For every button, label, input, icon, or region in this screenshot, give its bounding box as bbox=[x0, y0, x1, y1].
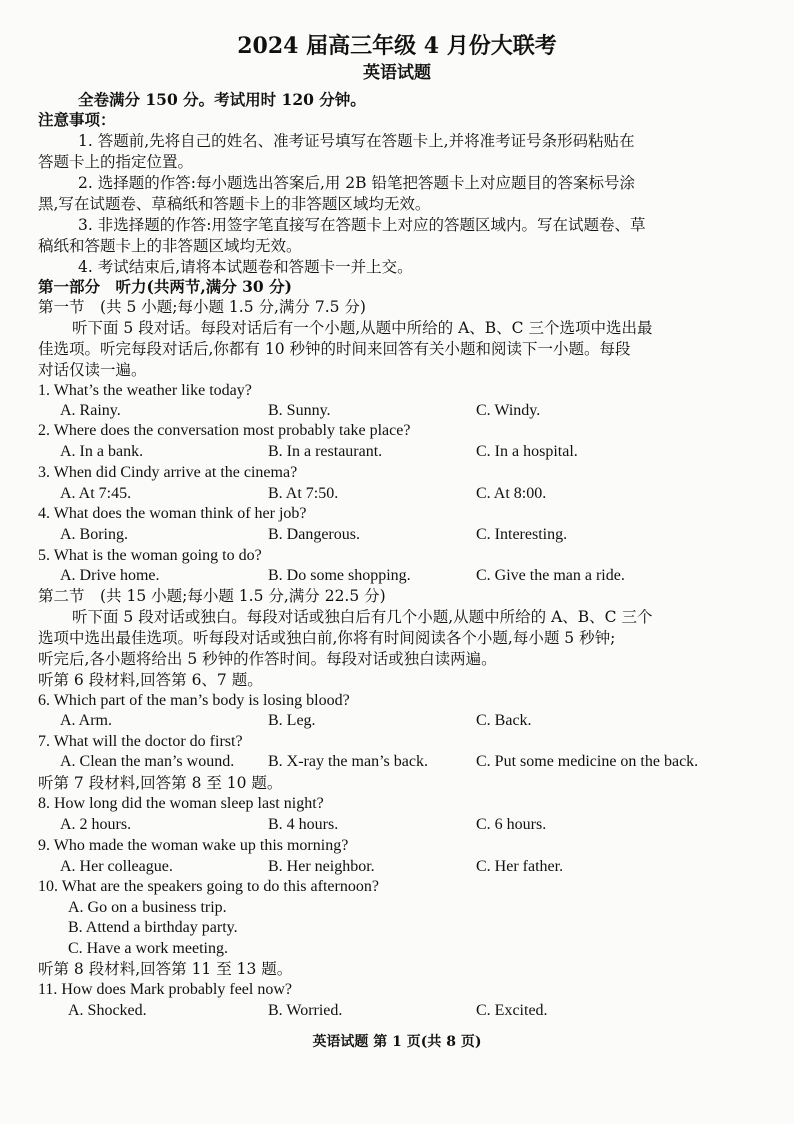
option-b: B. Her neighbor. bbox=[268, 858, 375, 875]
material-heading: 听第 8 段材料,回答第 11 至 13 题。 bbox=[38, 960, 293, 978]
question-text: 3. When did Cindy arrive at the cinema? bbox=[38, 464, 298, 481]
option-a: A. Clean the man’s wound. bbox=[60, 753, 235, 770]
option-c: C. Give the man a ride. bbox=[476, 567, 625, 584]
question-text: 5. What is the woman going to do? bbox=[38, 547, 262, 564]
question-text: 7. What will the doctor do first? bbox=[38, 733, 243, 750]
note-line: 4. 考试结束后,请将本试题卷和答题卡一并上交。 bbox=[78, 258, 413, 276]
question-text: 10. What are the speakers going to do this afternoon? bbox=[38, 878, 379, 895]
option-c: C. Her father. bbox=[476, 858, 564, 875]
option-c: C. In a hospital. bbox=[476, 443, 578, 460]
option-c: C. Put some medicine on the back. bbox=[476, 753, 699, 770]
note-line: 2. 选择题的作答:每小题选出答案后,用 2B 铅笔把答题卡上对应题目的答案标号涂 bbox=[78, 174, 635, 192]
question-text: 11. How does Mark probably feel now? bbox=[38, 981, 293, 998]
note-line: 黑,写在试题卷、草稿纸和答题卡上的非答题区域均无效。 bbox=[38, 195, 431, 213]
option-a: A. Rainy. bbox=[60, 402, 121, 419]
material-heading: 听第 7 段材料,回答第 8 至 10 题。 bbox=[38, 774, 283, 792]
page-subtitle: 英语试题 bbox=[363, 63, 431, 83]
section2-heading: 第二节 (共 15 小题;每小题 1.5 分,满分 22.5 分) bbox=[38, 587, 386, 605]
option-a: A. 2 hours. bbox=[60, 816, 132, 833]
question-text: 8. How long did the woman sleep last night? bbox=[38, 795, 324, 812]
section2-instruction: 听下面 5 段对话或独白。每段对话或独白后有几个小题,从题中所给的 A、B、C 三个 bbox=[72, 608, 653, 626]
option-a: A. In a bank. bbox=[60, 443, 144, 460]
page-footer: 英语试题 第 1 页(共 8 页) bbox=[312, 1034, 482, 1050]
note-line: 答题卡上的指定位置。 bbox=[38, 153, 194, 171]
option-b: B. In a restaurant. bbox=[268, 443, 383, 460]
option-b: B. Attend a birthday party. bbox=[68, 919, 238, 936]
option-b: B. X-ray the man’s back. bbox=[268, 753, 428, 770]
option-b: B. At 7:50. bbox=[268, 485, 339, 502]
question-text: 4. What does the woman think of her job? bbox=[38, 505, 307, 522]
option-b: B. Sunny. bbox=[268, 402, 331, 419]
note-line: 1. 答题前,先将自己的姓名、准考证号填写在答题卡上,并将准考证号条形码粘贴在 bbox=[78, 132, 635, 150]
option-c: C. Windy. bbox=[476, 402, 541, 419]
option-a: A. Boring. bbox=[60, 526, 128, 543]
question-text: 9. Who made the woman wake up this morning? bbox=[38, 837, 349, 854]
option-a: A. At 7:45. bbox=[60, 485, 132, 502]
option-a: A. Drive home. bbox=[60, 567, 160, 584]
section2-instruction: 选项中选出最佳选项。听每段对话或独白前,你将有时间阅读各个小题,每小题 5 秒钟; bbox=[38, 629, 616, 647]
option-c: C. 6 hours. bbox=[476, 816, 547, 833]
section1-heading: 第一节 (共 5 小题;每小题 1.5 分,满分 7.5 分) bbox=[38, 298, 366, 316]
question-text: 1. What’s the weather like today? bbox=[38, 382, 252, 399]
score-line: 全卷满分 150 分。考试用时 120 分钟。 bbox=[78, 90, 366, 109]
section1-instruction: 听下面 5 段对话。每段对话后有一个小题,从题中所给的 A、B、C 三个选项中选出最 bbox=[72, 319, 653, 337]
option-b: B. Dangerous. bbox=[268, 526, 360, 543]
note-line: 3. 非选择题的作答:用签字笔直接写在答题卡上对应的答题区域内。写在试题卷、草 bbox=[78, 216, 646, 234]
section1-instruction: 佳选项。听完每段对话后,你都有 10 秒钟的时间来回答有关小题和阅读下一小题。每段 bbox=[38, 340, 631, 358]
option-a: A. Go on a business trip. bbox=[68, 899, 227, 916]
notes-heading: 注意事项： bbox=[38, 110, 116, 129]
material-heading: 听第 6 段材料,回答第 6、7 题。 bbox=[38, 671, 263, 689]
option-b: B. Leg. bbox=[268, 712, 316, 729]
section1-instruction: 对话仅读一遍。 bbox=[38, 361, 147, 379]
section2-instruction: 听完后,各小题将给出 5 秒钟的作答时间。每段对话或独白读两遍。 bbox=[38, 650, 497, 668]
option-a: A. Shocked. bbox=[68, 1002, 147, 1019]
option-b: B. Do some shopping. bbox=[268, 567, 411, 584]
question-text: 6. Which part of the man’s body is losing blood? bbox=[38, 692, 350, 709]
option-a: A. Her colleague. bbox=[60, 858, 173, 875]
option-b: B. Worried. bbox=[268, 1002, 343, 1019]
note-line: 稿纸和答题卡上的非答题区域均无效。 bbox=[38, 237, 302, 255]
option-c: C. Interesting. bbox=[476, 526, 568, 543]
option-c: C. Have a work meeting. bbox=[68, 940, 228, 957]
page-title: 2024 届高三年级 4 月份大联考 bbox=[237, 33, 557, 59]
option-a: A. Arm. bbox=[60, 712, 112, 729]
option-b: B. 4 hours. bbox=[268, 816, 339, 833]
option-c: C. Back. bbox=[476, 712, 532, 729]
option-c: C. At 8:00. bbox=[476, 485, 547, 502]
part1-heading: 第一部分 听力(共两节,满分 30 分) bbox=[38, 277, 292, 296]
option-c: C. Excited. bbox=[476, 1002, 548, 1019]
question-text: 2. Where does the conversation most probably take place? bbox=[38, 422, 411, 439]
